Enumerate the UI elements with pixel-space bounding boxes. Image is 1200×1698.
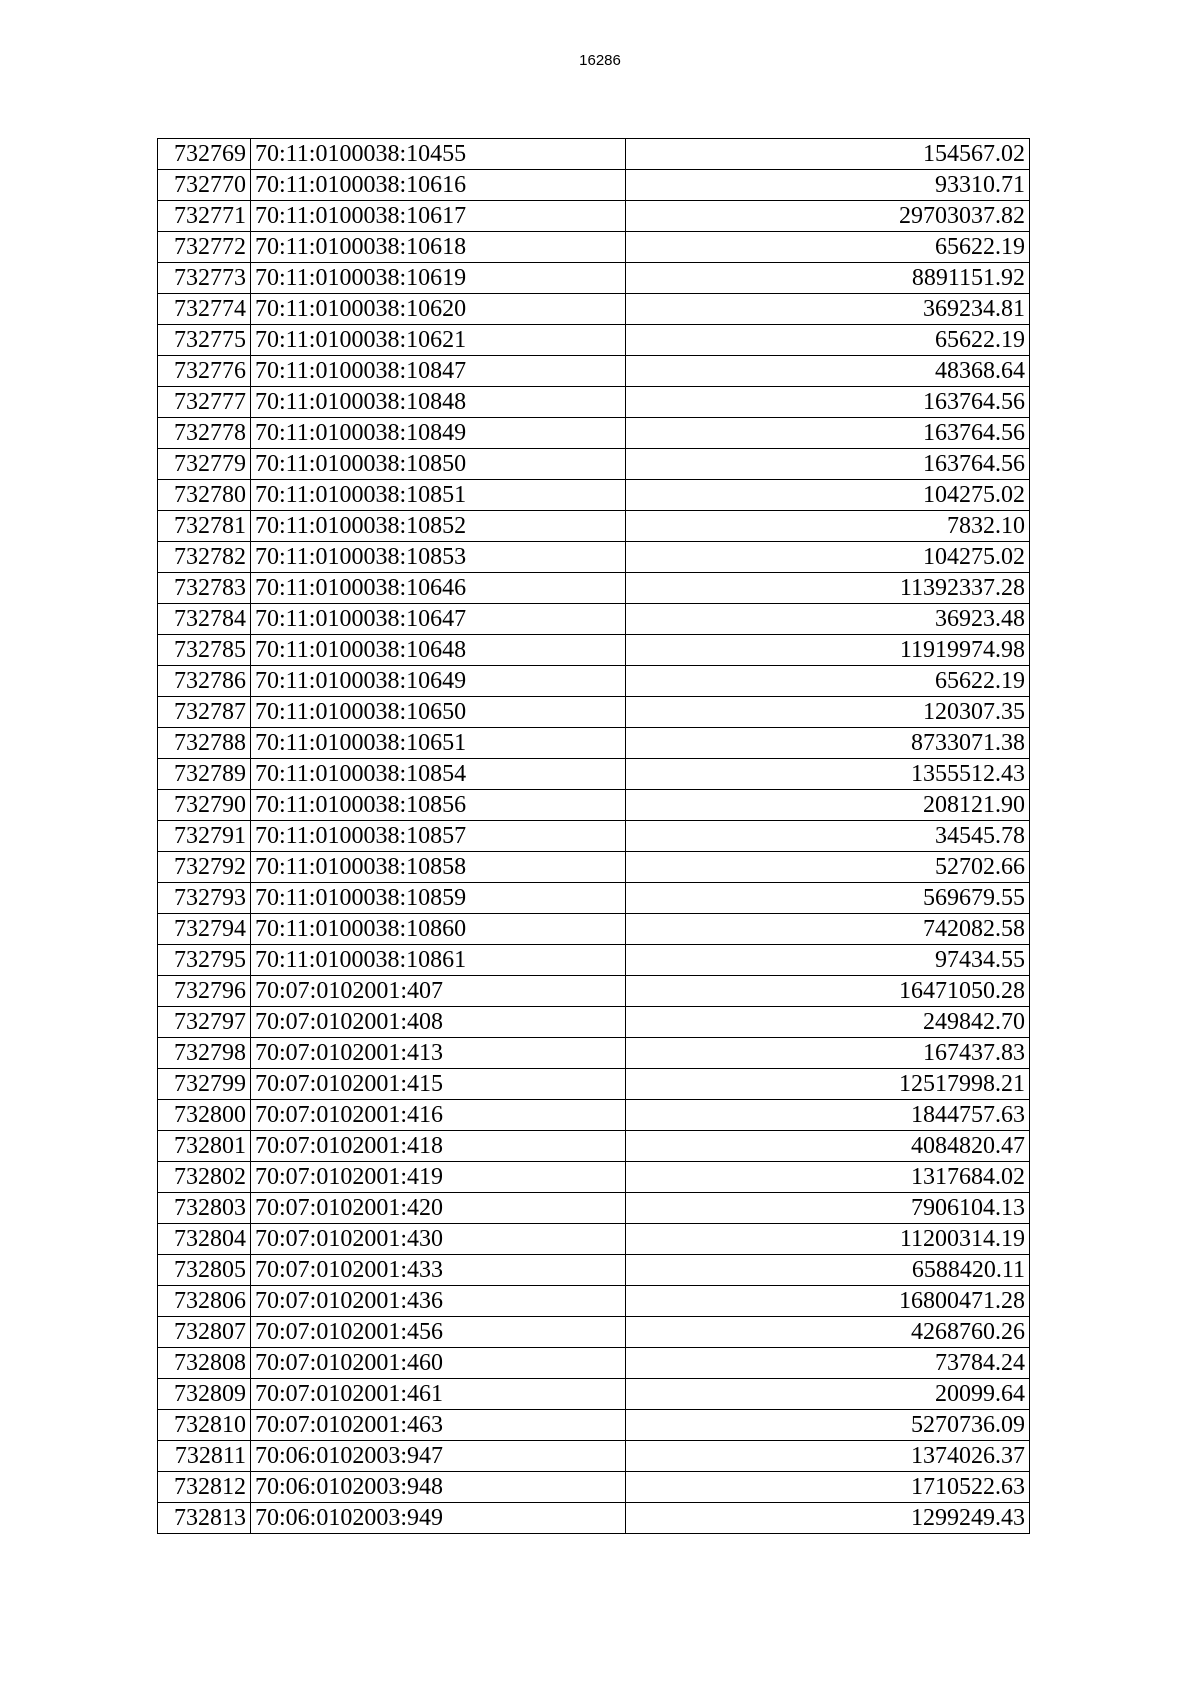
cadastral-number-cell: 70:11:0100038:10851 <box>251 480 626 511</box>
cadastral-number-cell: 70:06:0102003:948 <box>251 1472 626 1503</box>
table-row <box>158 232 1030 263</box>
cadastral-number-cell: 70:11:0100038:10847 <box>251 356 626 387</box>
cadastral-value-cell: 249842.70 <box>626 1007 1030 1038</box>
cadastral-value-cell: 8891151.92 <box>626 263 1030 294</box>
cadastral-value-cell: 73784.24 <box>626 1348 1030 1379</box>
cadastral-value-cell: 65622.19 <box>626 325 1030 356</box>
row-number-cell: 732801 <box>158 1131 251 1162</box>
row-number-cell: 732769 <box>158 139 251 170</box>
row-number-cell: 732778 <box>158 418 251 449</box>
table-row <box>158 852 1030 883</box>
cadastral-value-cell: 1317684.02 <box>626 1162 1030 1193</box>
table-row <box>158 1038 1030 1069</box>
cadastral-number-cell: 70:07:0102001:420 <box>251 1193 626 1224</box>
cadastral-number-cell: 70:11:0100038:10621 <box>251 325 626 356</box>
table-row <box>158 294 1030 325</box>
table-row <box>158 1348 1030 1379</box>
row-number-cell: 732802 <box>158 1162 251 1193</box>
cadastral-number-cell: 70:11:0100038:10853 <box>251 542 626 573</box>
table-row <box>158 945 1030 976</box>
table-row <box>158 1379 1030 1410</box>
row-number-cell: 732809 <box>158 1379 251 1410</box>
cadastral-number-cell: 70:11:0100038:10617 <box>251 201 626 232</box>
cadastral-value-cell: 1299249.43 <box>626 1503 1030 1534</box>
cadastral-value-cell: 11392337.28 <box>626 573 1030 604</box>
cadastral-number-cell: 70:11:0100038:10848 <box>251 387 626 418</box>
cadastral-value-cell: 12517998.21 <box>626 1069 1030 1100</box>
cadastral-number-cell: 70:11:0100038:10849 <box>251 418 626 449</box>
table-row <box>158 1255 1030 1286</box>
table-row <box>158 201 1030 232</box>
cadastral-value-cell: 65622.19 <box>626 666 1030 697</box>
cadastral-value-cell: 65622.19 <box>626 232 1030 263</box>
row-number-cell: 732789 <box>158 759 251 790</box>
row-number-cell: 732813 <box>158 1503 251 1534</box>
cadastral-number-cell: 70:06:0102003:947 <box>251 1441 626 1472</box>
cadastral-number-cell: 70:11:0100038:10455 <box>251 139 626 170</box>
row-number-cell: 732792 <box>158 852 251 883</box>
row-number-cell: 732784 <box>158 604 251 635</box>
row-number-cell: 732772 <box>158 232 251 263</box>
table-row <box>158 356 1030 387</box>
table-row <box>158 1007 1030 1038</box>
table-row <box>158 139 1030 170</box>
row-number-cell: 732781 <box>158 511 251 542</box>
cadastral-number-cell: 70:11:0100038:10616 <box>251 170 626 201</box>
table-row <box>158 604 1030 635</box>
cadastral-number-cell: 70:11:0100038:10618 <box>251 232 626 263</box>
row-number-cell: 732787 <box>158 697 251 728</box>
cadastral-number-cell: 70:11:0100038:10858 <box>251 852 626 883</box>
row-number-cell: 732785 <box>158 635 251 666</box>
cadastral-number-cell: 70:11:0100038:10620 <box>251 294 626 325</box>
cadastral-value-table <box>157 138 1030 1534</box>
row-number-cell: 732800 <box>158 1100 251 1131</box>
table-row <box>158 1100 1030 1131</box>
cadastral-number-cell: 70:11:0100038:10850 <box>251 449 626 480</box>
cadastral-value-cell: 208121.90 <box>626 790 1030 821</box>
cadastral-number-cell: 70:11:0100038:10856 <box>251 790 626 821</box>
table-row <box>158 1441 1030 1472</box>
cadastral-number-cell: 70:11:0100038:10859 <box>251 883 626 914</box>
cadastral-value-cell: 7906104.13 <box>626 1193 1030 1224</box>
row-number-cell: 732780 <box>158 480 251 511</box>
row-number-cell: 732804 <box>158 1224 251 1255</box>
cadastral-number-cell: 70:07:0102001:418 <box>251 1131 626 1162</box>
table-row <box>158 480 1030 511</box>
cadastral-number-cell: 70:07:0102001:419 <box>251 1162 626 1193</box>
cadastral-value-cell: 29703037.82 <box>626 201 1030 232</box>
cadastral-value-cell: 16800471.28 <box>626 1286 1030 1317</box>
cadastral-number-cell: 70:06:0102003:949 <box>251 1503 626 1534</box>
table-row <box>158 418 1030 449</box>
table-row <box>158 728 1030 759</box>
row-number-cell: 732805 <box>158 1255 251 1286</box>
cadastral-number-cell: 70:07:0102001:460 <box>251 1348 626 1379</box>
row-number-cell: 732786 <box>158 666 251 697</box>
table-row <box>158 511 1030 542</box>
cadastral-number-cell: 70:07:0102001:408 <box>251 1007 626 1038</box>
cadastral-number-cell: 70:11:0100038:10648 <box>251 635 626 666</box>
row-number-cell: 732793 <box>158 883 251 914</box>
cadastral-number-cell: 70:11:0100038:10649 <box>251 666 626 697</box>
cadastral-value-cell: 4084820.47 <box>626 1131 1030 1162</box>
cadastral-number-cell: 70:07:0102001:463 <box>251 1410 626 1441</box>
cadastral-number-cell: 70:11:0100038:10854 <box>251 759 626 790</box>
cadastral-value-cell: 7832.10 <box>626 511 1030 542</box>
row-number-cell: 732795 <box>158 945 251 976</box>
table-row <box>158 666 1030 697</box>
table-row <box>158 1317 1030 1348</box>
table-row <box>158 759 1030 790</box>
table-row <box>158 1286 1030 1317</box>
row-number-cell: 732811 <box>158 1441 251 1472</box>
table-row <box>158 1410 1030 1441</box>
cadastral-value-cell: 6588420.11 <box>626 1255 1030 1286</box>
table-row <box>158 1472 1030 1503</box>
table-row <box>158 883 1030 914</box>
row-number-cell: 732771 <box>158 201 251 232</box>
cadastral-value-cell: 20099.64 <box>626 1379 1030 1410</box>
table-row <box>158 635 1030 666</box>
cadastral-value-cell: 5270736.09 <box>626 1410 1030 1441</box>
row-number-cell: 732810 <box>158 1410 251 1441</box>
cadastral-value-cell: 163764.56 <box>626 449 1030 480</box>
table-row <box>158 1162 1030 1193</box>
cadastral-value-cell: 11200314.19 <box>626 1224 1030 1255</box>
cadastral-value-cell: 104275.02 <box>626 542 1030 573</box>
cadastral-value-cell: 1844757.63 <box>626 1100 1030 1131</box>
row-number-cell: 732777 <box>158 387 251 418</box>
table-row <box>158 263 1030 294</box>
row-number-cell: 732796 <box>158 976 251 1007</box>
cadastral-number-cell: 70:11:0100038:10852 <box>251 511 626 542</box>
cadastral-number-cell: 70:07:0102001:456 <box>251 1317 626 1348</box>
cadastral-number-cell: 70:07:0102001:415 <box>251 1069 626 1100</box>
cadastral-value-cell: 154567.02 <box>626 139 1030 170</box>
row-number-cell: 732770 <box>158 170 251 201</box>
cadastral-value-cell: 11919974.98 <box>626 635 1030 666</box>
cadastral-number-cell: 70:11:0100038:10857 <box>251 821 626 852</box>
table-row <box>158 697 1030 728</box>
row-number-cell: 732812 <box>158 1472 251 1503</box>
cadastral-number-cell: 70:11:0100038:10860 <box>251 914 626 945</box>
cadastral-value-cell: 569679.55 <box>626 883 1030 914</box>
table-row <box>158 387 1030 418</box>
table-row <box>158 325 1030 356</box>
cadastral-number-cell: 70:11:0100038:10651 <box>251 728 626 759</box>
row-number-cell: 732773 <box>158 263 251 294</box>
cadastral-value-cell: 167437.83 <box>626 1038 1030 1069</box>
cadastral-value-cell: 36923.48 <box>626 604 1030 635</box>
table-row <box>158 976 1030 1007</box>
table-row <box>158 449 1030 480</box>
row-number-cell: 732783 <box>158 573 251 604</box>
row-number-cell: 732776 <box>158 356 251 387</box>
cadastral-value-cell: 97434.55 <box>626 945 1030 976</box>
cadastral-number-cell: 70:11:0100038:10619 <box>251 263 626 294</box>
table-row <box>158 170 1030 201</box>
row-number-cell: 732799 <box>158 1069 251 1100</box>
cadastral-number-cell: 70:11:0100038:10647 <box>251 604 626 635</box>
row-number-cell: 732807 <box>158 1317 251 1348</box>
row-number-cell: 732806 <box>158 1286 251 1317</box>
table-row <box>158 1193 1030 1224</box>
page-number: 16286 <box>579 52 621 69</box>
table-body <box>158 139 1030 1534</box>
table-row <box>158 1224 1030 1255</box>
table-row <box>158 542 1030 573</box>
table-row <box>158 821 1030 852</box>
row-number-cell: 732782 <box>158 542 251 573</box>
cadastral-number-cell: 70:11:0100038:10861 <box>251 945 626 976</box>
cadastral-value-cell: 742082.58 <box>626 914 1030 945</box>
cadastral-value-cell: 369234.81 <box>626 294 1030 325</box>
cadastral-value-cell: 4268760.26 <box>626 1317 1030 1348</box>
row-number-cell: 732791 <box>158 821 251 852</box>
row-number-cell: 732797 <box>158 1007 251 1038</box>
row-number-cell: 732779 <box>158 449 251 480</box>
cadastral-number-cell: 70:07:0102001:461 <box>251 1379 626 1410</box>
cadastral-value-cell: 16471050.28 <box>626 976 1030 1007</box>
table-row <box>158 573 1030 604</box>
cadastral-value-cell: 34545.78 <box>626 821 1030 852</box>
row-number-cell: 732775 <box>158 325 251 356</box>
row-number-cell: 732798 <box>158 1038 251 1069</box>
cadastral-number-cell: 70:11:0100038:10650 <box>251 697 626 728</box>
row-number-cell: 732808 <box>158 1348 251 1379</box>
cadastral-number-cell: 70:07:0102001:430 <box>251 1224 626 1255</box>
table-row <box>158 1131 1030 1162</box>
cadastral-value-cell: 1710522.63 <box>626 1472 1030 1503</box>
cadastral-value-cell: 104275.02 <box>626 480 1030 511</box>
row-number-cell: 732788 <box>158 728 251 759</box>
cadastral-number-cell: 70:07:0102001:413 <box>251 1038 626 1069</box>
table-row <box>158 1069 1030 1100</box>
cadastral-number-cell: 70:11:0100038:10646 <box>251 573 626 604</box>
cadastral-value-cell: 8733071.38 <box>626 728 1030 759</box>
row-number-cell: 732774 <box>158 294 251 325</box>
cadastral-value-cell: 120307.35 <box>626 697 1030 728</box>
table-row <box>158 914 1030 945</box>
row-number-cell: 732790 <box>158 790 251 821</box>
cadastral-number-cell: 70:07:0102001:407 <box>251 976 626 1007</box>
row-number-cell: 732794 <box>158 914 251 945</box>
cadastral-number-cell: 70:07:0102001:436 <box>251 1286 626 1317</box>
table-row <box>158 1503 1030 1534</box>
row-number-cell: 732803 <box>158 1193 251 1224</box>
cadastral-value-cell: 52702.66 <box>626 852 1030 883</box>
cadastral-value-cell: 163764.56 <box>626 418 1030 449</box>
cadastral-number-cell: 70:07:0102001:416 <box>251 1100 626 1131</box>
cadastral-value-cell: 163764.56 <box>626 387 1030 418</box>
cadastral-value-cell: 1355512.43 <box>626 759 1030 790</box>
table-row <box>158 790 1030 821</box>
cadastral-value-cell: 93310.71 <box>626 170 1030 201</box>
cadastral-value-cell: 48368.64 <box>626 356 1030 387</box>
cadastral-number-cell: 70:07:0102001:433 <box>251 1255 626 1286</box>
cadastral-value-cell: 1374026.37 <box>626 1441 1030 1472</box>
